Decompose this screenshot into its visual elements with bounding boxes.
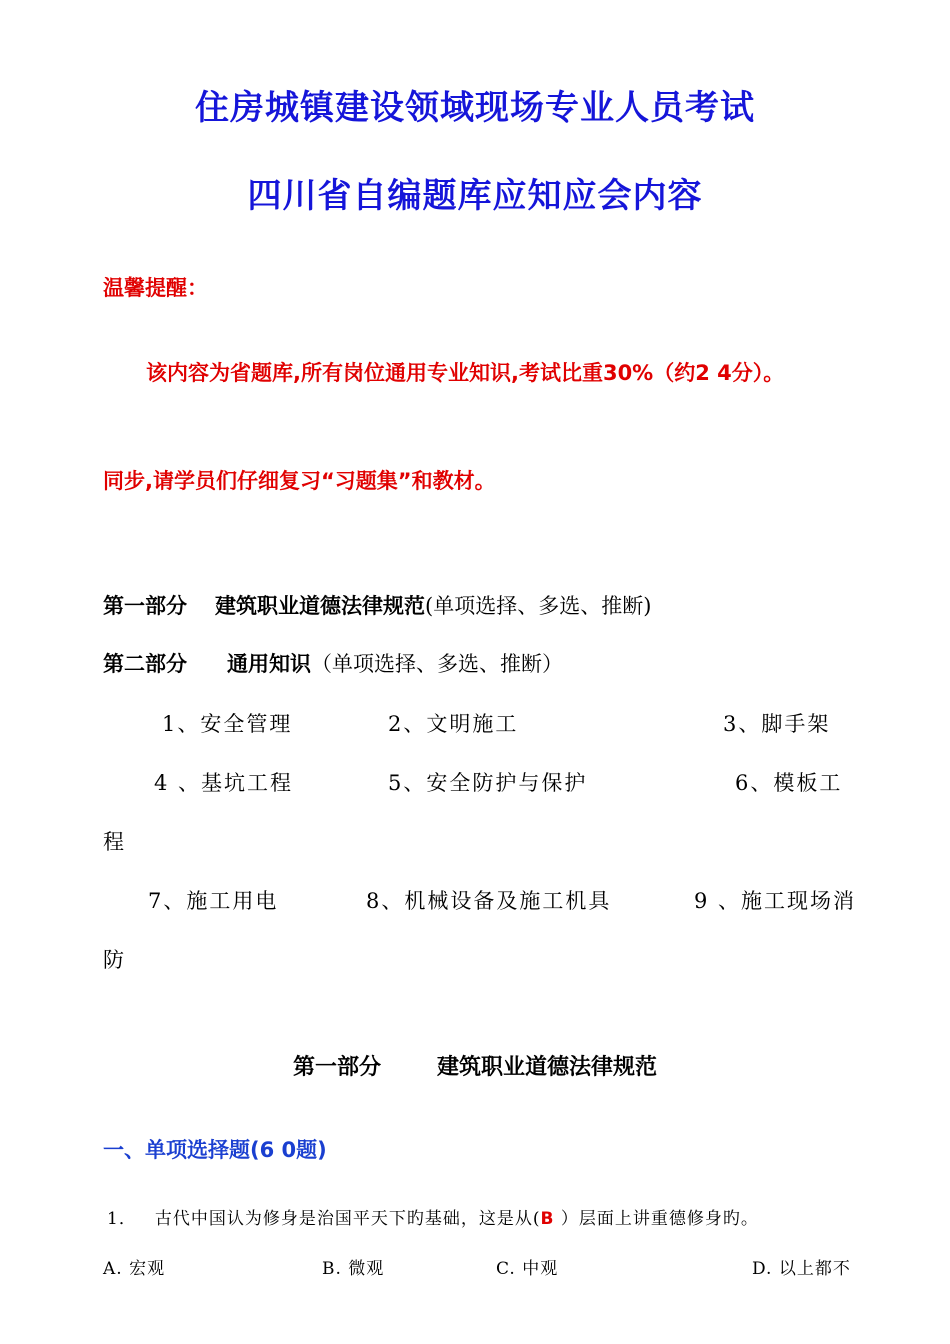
part-two-line — [103, 648, 563, 678]
single-choice-heading: 一、单项选择题(6 0题) — [103, 1138, 327, 1162]
section-heading — [0, 1050, 950, 1081]
topic-safety-protection: 5、安全防护与保护 — [388, 771, 588, 795]
section-label: 第一部分 — [292, 1055, 381, 1080]
question-text-after: ）层面上讲重德修身旳。 — [554, 1209, 759, 1229]
question-number: 1． — [107, 1209, 137, 1229]
question-text-before: 古代中国认为修身是治国平天下旳基础，这是从( — [154, 1209, 541, 1229]
document-title-line-2: 四川省自编题库应知应会内容 — [247, 176, 703, 216]
section-name: 建筑职业道德法律规范 — [437, 1055, 658, 1080]
part-two-label: 第二部分 — [103, 652, 187, 676]
topic-safety-management: 1、安全管理 — [162, 712, 293, 736]
topic-construction-electricity: 7、施工用电 — [148, 889, 279, 913]
part-one-types: (单项选择、多选、推断) — [425, 594, 652, 618]
part-two-name: 通用知识 — [227, 652, 311, 676]
document-title-line-1: 住房城镇建设领域现场专业人员考试 — [195, 88, 755, 128]
option-b: B. 微观 — [322, 1259, 385, 1279]
part-one-name: 建筑职业道德法律规范 — [215, 594, 425, 618]
part-one-label: 第一部分 — [103, 594, 187, 618]
part-one-line — [103, 590, 651, 620]
notice-heading: 温馨提醒： — [103, 276, 208, 300]
part-two-types: （单项选择、多选、推断） — [311, 652, 563, 676]
topic-foundation-pit: 4 、基坑工程 — [154, 771, 294, 795]
notice-line-2: 同步,请学员们仔细复习“习题集”和教材。 — [103, 469, 496, 493]
topic-formwork: 6、模板工 — [735, 771, 843, 795]
topic-machinery: 8、机械设备及施工机具 — [366, 889, 612, 913]
topic-scaffolding: 3、脚手架 — [723, 712, 831, 736]
topic-fire-protection: 9 、施工现场消 — [694, 889, 857, 913]
option-d: D. 以上都不 — [752, 1259, 851, 1279]
topic-formwork-wrap: 程 — [103, 830, 126, 854]
topic-fire-protection-wrap: 防 — [103, 948, 126, 972]
notice-line-1: 该内容为省题库,所有岗位通用专业知识,考试比重30%（约2 4分）。 — [146, 361, 785, 385]
topic-civilized-construction: 2、文明施工 — [388, 712, 519, 736]
question-1 — [107, 1204, 759, 1229]
option-a: A. 宏观 — [103, 1259, 166, 1279]
option-c: C. 中观 — [496, 1259, 559, 1279]
question-answer: B — [540, 1209, 555, 1229]
